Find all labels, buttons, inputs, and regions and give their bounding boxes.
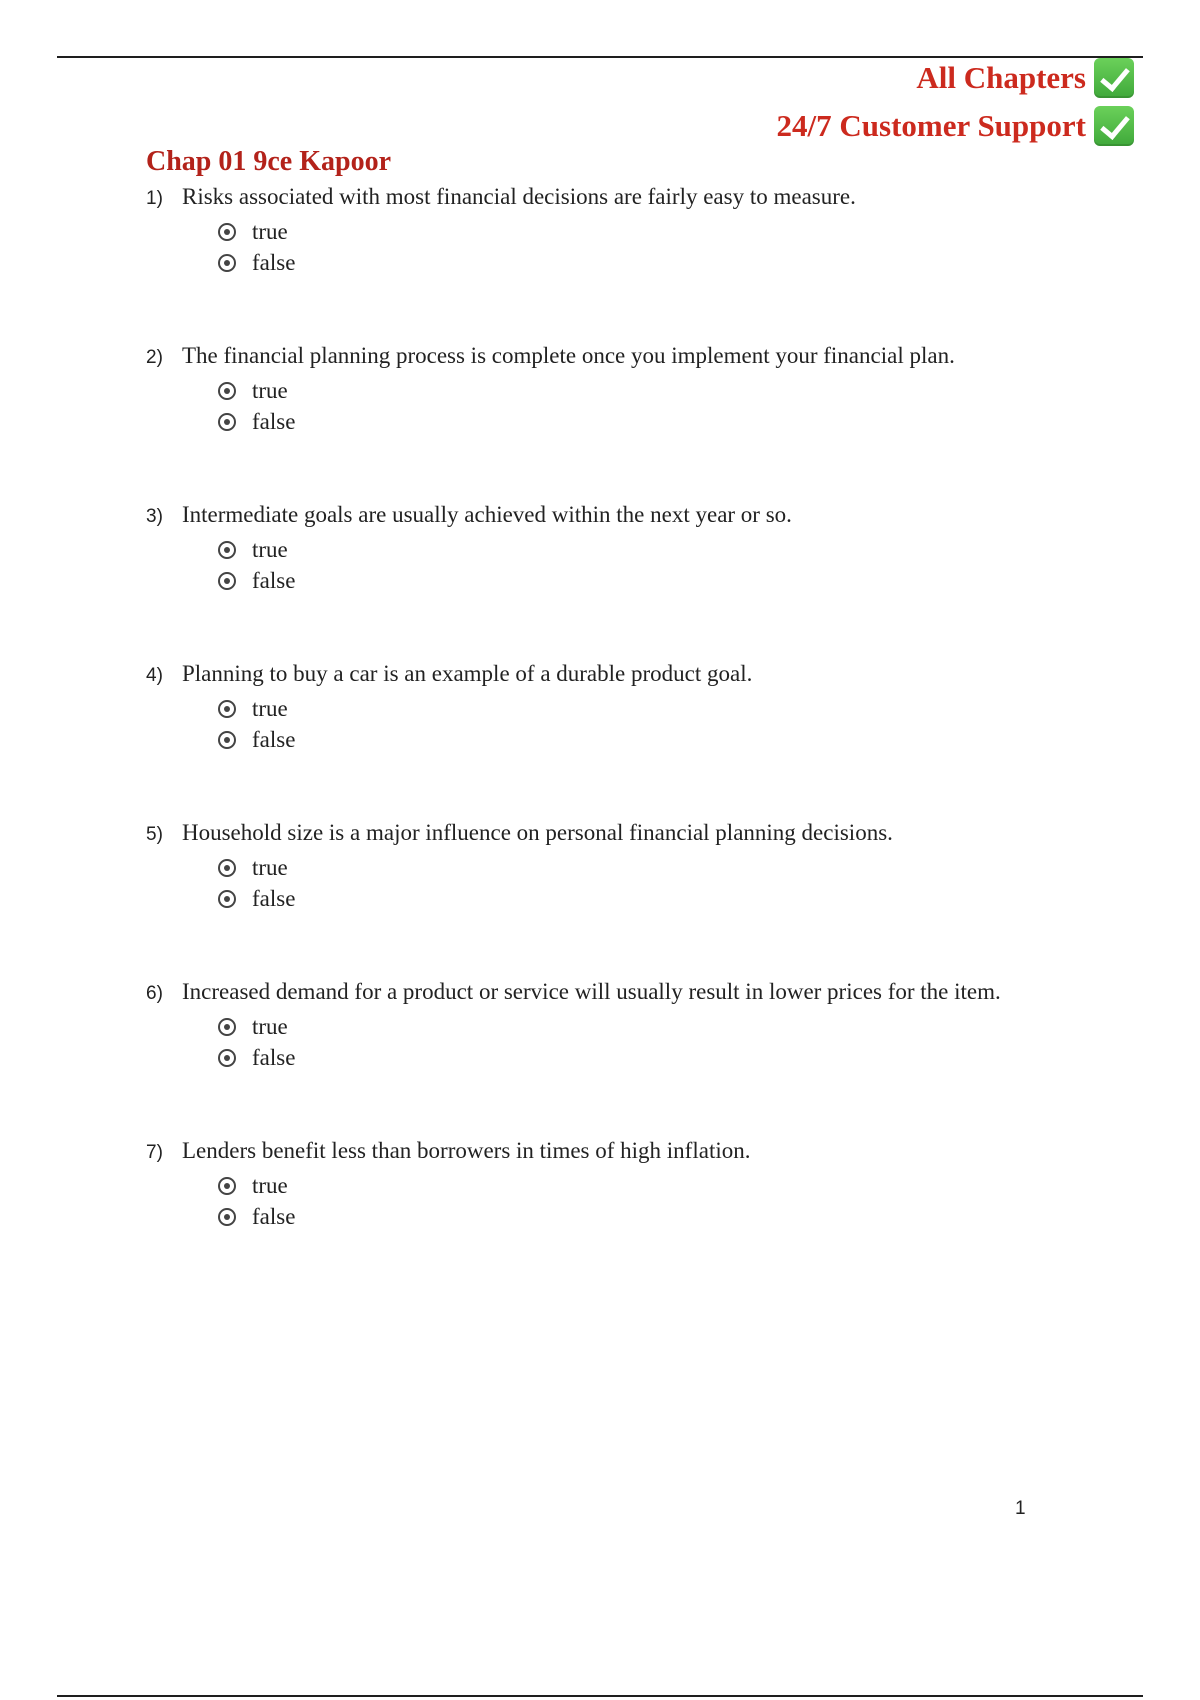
question-6 — [146, 979, 1146, 1138]
question-text: Risks associated with most financial decisions are fairly easy to measure. — [182, 184, 856, 209]
question-text: Increased demand for a product or service will usually result in lower prices for the item. — [182, 979, 1001, 1004]
question-number: 4) — [146, 665, 163, 686]
answer-options — [218, 375, 1146, 437]
option-label: true — [252, 1172, 288, 1198]
question-text: Planning to buy a car is an example of a durable product goal. — [182, 661, 753, 686]
question-5 — [146, 820, 1146, 979]
option-label: false — [252, 408, 296, 434]
radio-button[interactable] — [218, 254, 236, 272]
radio-button[interactable] — [218, 1049, 236, 1067]
promo-all-chapters — [916, 56, 1134, 100]
check-mark-icon — [1094, 58, 1134, 98]
radio-button[interactable] — [218, 1018, 236, 1036]
option-label: true — [252, 695, 288, 721]
question-text: Household size is a major influence on personal financial planning decisions. — [182, 820, 893, 845]
radio-button[interactable] — [218, 413, 236, 431]
radio-button[interactable] — [218, 382, 236, 400]
option-label: false — [252, 885, 296, 911]
option-false[interactable] — [218, 406, 1146, 437]
option-false[interactable] — [218, 883, 1146, 914]
radio-button[interactable] — [218, 572, 236, 590]
answer-options — [218, 216, 1146, 278]
answer-options — [218, 1011, 1146, 1073]
option-true[interactable] — [218, 1170, 1146, 1201]
radio-button[interactable] — [218, 223, 236, 241]
answer-options — [218, 852, 1146, 914]
option-true[interactable] — [218, 693, 1146, 724]
radio-button[interactable] — [218, 859, 236, 877]
option-label: true — [252, 854, 288, 880]
option-label: false — [252, 249, 296, 275]
option-true[interactable] — [218, 216, 1146, 247]
radio-button[interactable] — [218, 1208, 236, 1226]
radio-button[interactable] — [218, 890, 236, 908]
option-label: true — [252, 1013, 288, 1039]
chapter-title: Chap 01 9ce Kapoor — [146, 146, 391, 177]
option-label: false — [252, 1044, 296, 1070]
option-false[interactable] — [218, 565, 1146, 596]
radio-button[interactable] — [218, 541, 236, 559]
question-text: Intermediate goals are usually achieved within the next year or so. — [182, 502, 792, 527]
option-false[interactable] — [218, 1042, 1146, 1073]
question-number: 7) — [146, 1142, 163, 1163]
answer-options — [218, 1170, 1146, 1232]
question-1 — [146, 184, 1146, 343]
option-true[interactable] — [218, 534, 1146, 565]
option-true[interactable] — [218, 1011, 1146, 1042]
option-label: false — [252, 726, 296, 752]
question-text: The financial planning process is complete once you implement your financial plan. — [182, 343, 955, 368]
bottom-rule — [57, 1695, 1143, 1697]
option-label: true — [252, 377, 288, 403]
page-number: 1 — [1015, 1498, 1026, 1519]
option-false[interactable] — [218, 1201, 1146, 1232]
promo-customer-support — [777, 104, 1134, 148]
promo-all-chapters-text: All Chapters — [916, 60, 1086, 95]
question-4 — [146, 661, 1146, 820]
answer-options — [218, 534, 1146, 596]
promo-customer-support-text: 24/7 Customer Support — [776, 108, 1086, 143]
question-number: 6) — [146, 983, 163, 1004]
question-7 — [146, 1138, 1146, 1297]
question-3 — [146, 502, 1146, 661]
option-false[interactable] — [218, 247, 1146, 278]
answer-options — [218, 693, 1146, 755]
check-mark-icon — [1094, 106, 1134, 146]
question-list — [146, 184, 1146, 1297]
question-text: Lenders benefit less than borrowers in times of high inflation. — [182, 1138, 751, 1163]
question-number: 2) — [146, 347, 163, 368]
option-false[interactable] — [218, 724, 1146, 755]
radio-button[interactable] — [218, 700, 236, 718]
option-true[interactable] — [218, 852, 1146, 883]
question-number: 3) — [146, 506, 163, 527]
option-label: true — [252, 536, 288, 562]
radio-button[interactable] — [218, 731, 236, 749]
option-label: false — [252, 1203, 296, 1229]
option-true[interactable] — [218, 375, 1146, 406]
question-number: 5) — [146, 824, 163, 845]
question-2 — [146, 343, 1146, 502]
question-number: 1) — [146, 188, 163, 209]
radio-button[interactable] — [218, 1177, 236, 1195]
option-label: false — [252, 567, 296, 593]
option-label: true — [252, 218, 288, 244]
